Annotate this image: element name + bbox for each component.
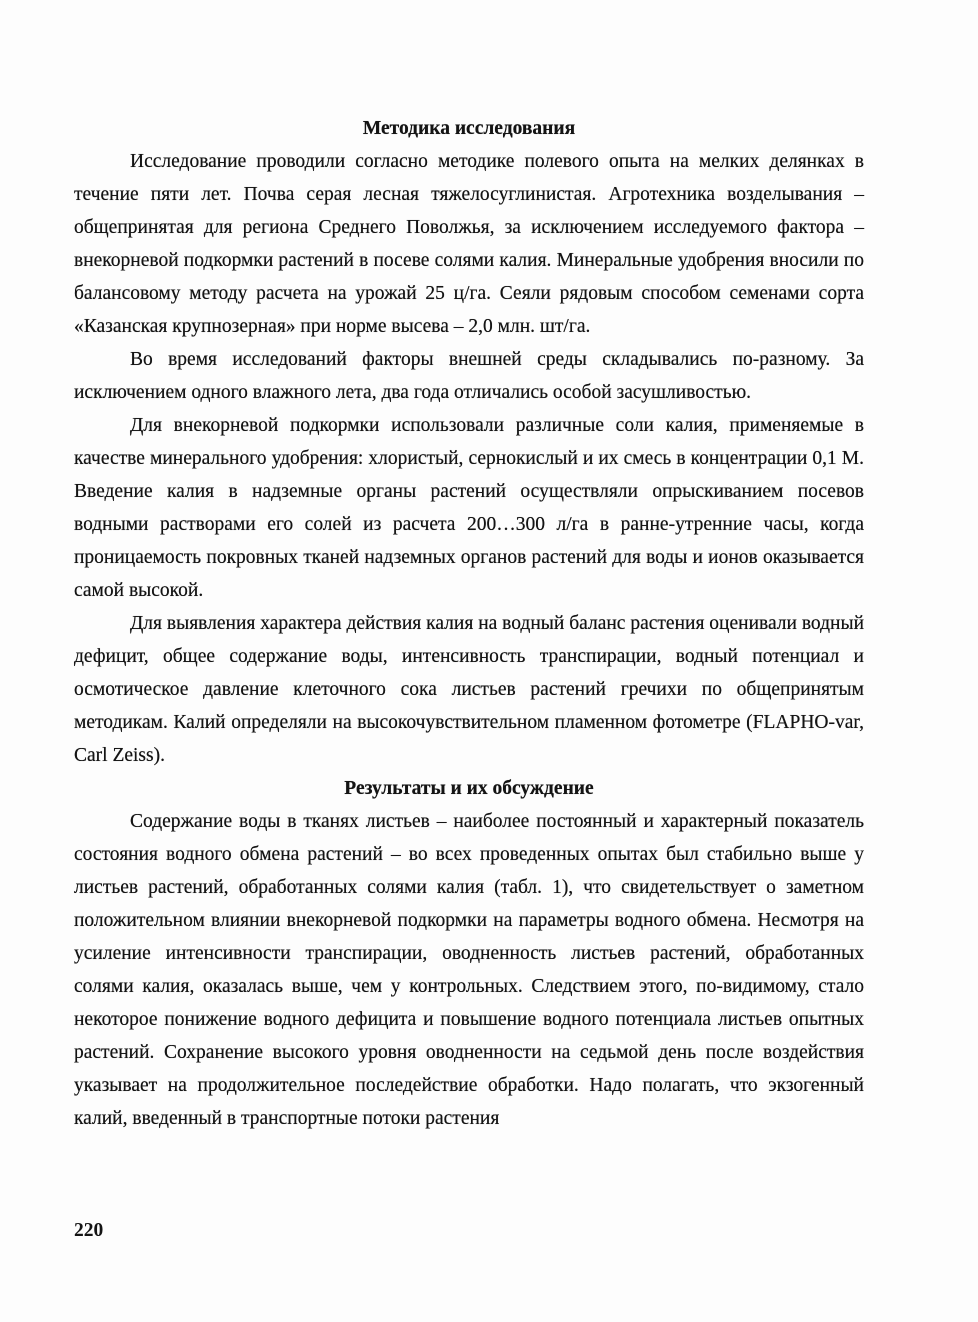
paragraph-methods-1: Исследование проводили согласно методике полевого опыта на мелких делянках в течение пяти лет. Почва серая лесная тяжелосуглинистая. Агротехника возделывания – общепринятая для региона Среднего Поволжья, за исключением исследуемого фактора – внекорневой подкормки растений в посеве солями калия. Минеральные удобрения вносили по балансовому методу расчета на урожай 25 ц/га. Сеяли рядовым способом семенами сорта «Казанская крупнозерная» при норме высева – 2,0 млн. шт/га. [74,151,864,337]
page-body [74,112,864,1135]
paragraph-results-1: Содержание воды в тканях листьев – наиболее постоянный и характерный показатель состояния водного обмена растений – во всех проведенных опытах был стабильно выше у листьев растений, обработанных солями калия (табл. 1), что свидетельствует о заметном положительном влиянии внекорневой подкормки на параметры водного обмена. Несмотря на усиление интенсивности транспирации, оводненность листьев растений, обработанных солями калия, оказалась выше, чем у контрольных. Следствием этого, по-видимому, стало некоторое понижение водного дефицита и повышение водного потенциала листьев опытных растений. Сохранение высокого уровня оводненности на седьмой день после воздействия указывает на продолжительное последействие обработки. Надо полагать, что экзогенный калий, введенный в транспортные потоки растения [74,811,864,1129]
results-heading: Результаты и их обсуждение [344,778,594,799]
methods-heading: Методика исследования [362,118,576,139]
paragraph-methods-3: Для внекорневой подкормки использовали различные соли калия, применяемые в качестве минерального удобрения: хлористый, сернокислый и их смесь в концентрации 0,1 М. Введение калия в надземные органы растений осуществляли опрыскиванием посевов водными растворами его солей из расчета 200…300 л/га в ранне-утренние часы, когда проницаемость покровных тканей надземных органов растений для воды и ионов оказывается самой высокой. [74,415,864,601]
paragraph-methods-2: Во время исследований факторы внешней среды складывались по-разному. За исключением одного влажного лета, два года отличались особой засушливостью. [74,349,864,403]
paragraph-methods-4: Для выявления характера действия калия на водный баланс растения оценивали водный дефицит, общее содержание воды, интенсивность транспирации, водный потенциал и осмотическое давление клеточного сока листьев растений гречихи по общепринятым методикам. Калий определяли на высокочувствительном пламенном фотометре (FLAPHO-var, Carl Zeiss). [74,613,864,766]
page-number: 220 [74,1220,104,1241]
